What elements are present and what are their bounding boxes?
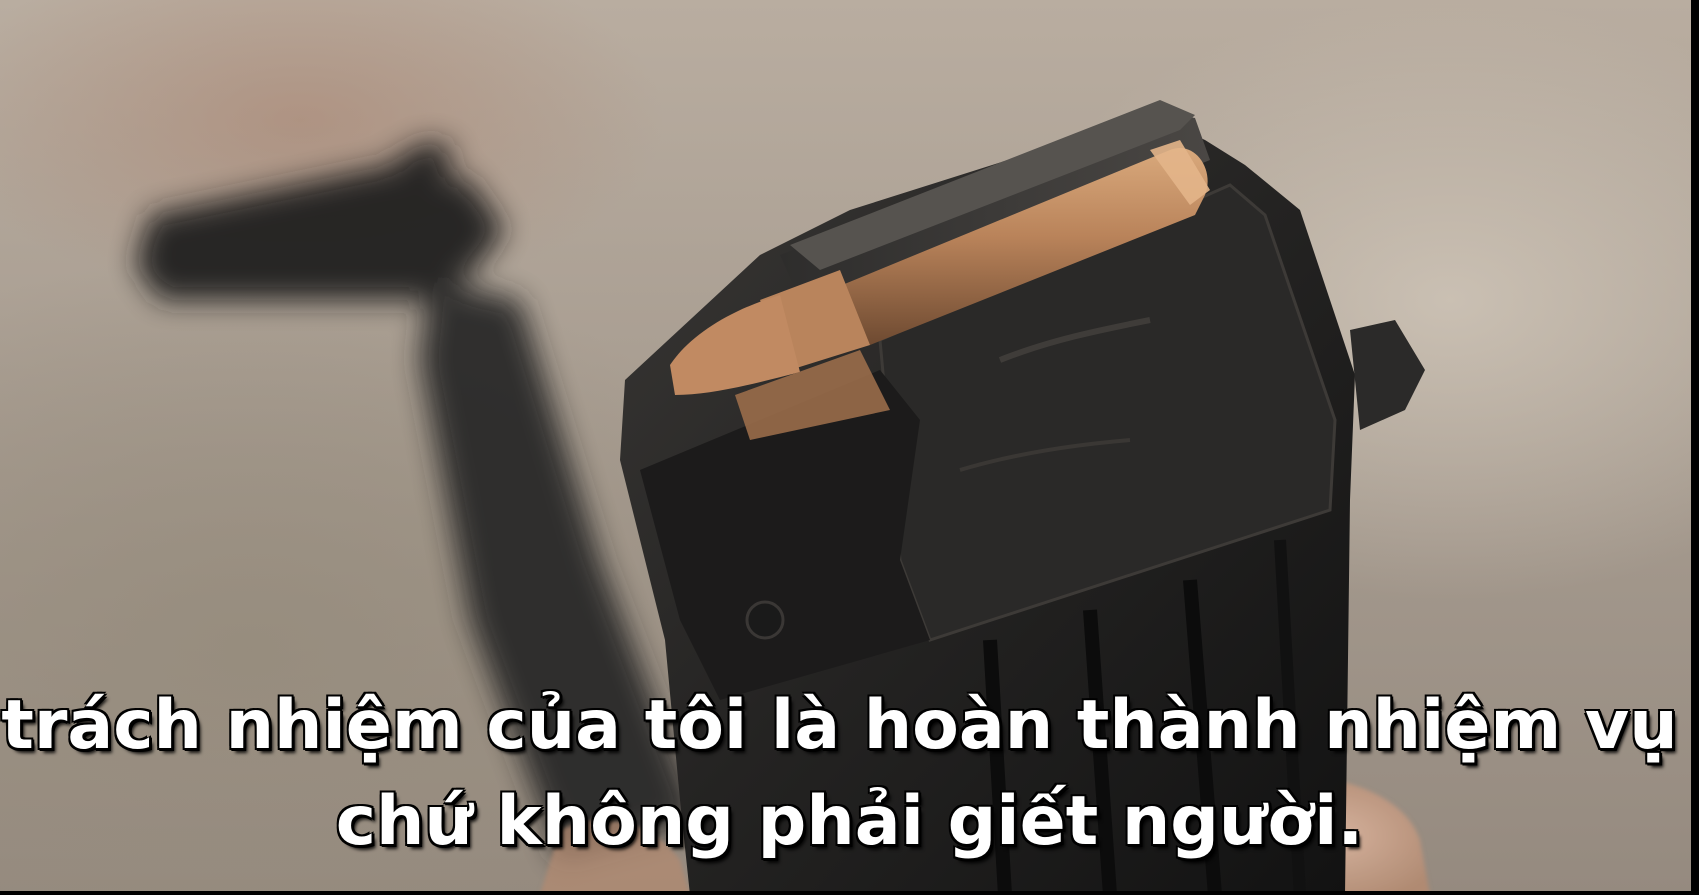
subtitle-line-1: trách nhiệm của tôi là hoàn thành nhiệm vụ [1,686,1678,765]
letterbox-right [1691,0,1699,895]
subtitle-box [0,678,1699,870]
letterbox-bottom [0,891,1699,895]
subtitle-line-2: chứ không phải giết người. [335,782,1364,861]
